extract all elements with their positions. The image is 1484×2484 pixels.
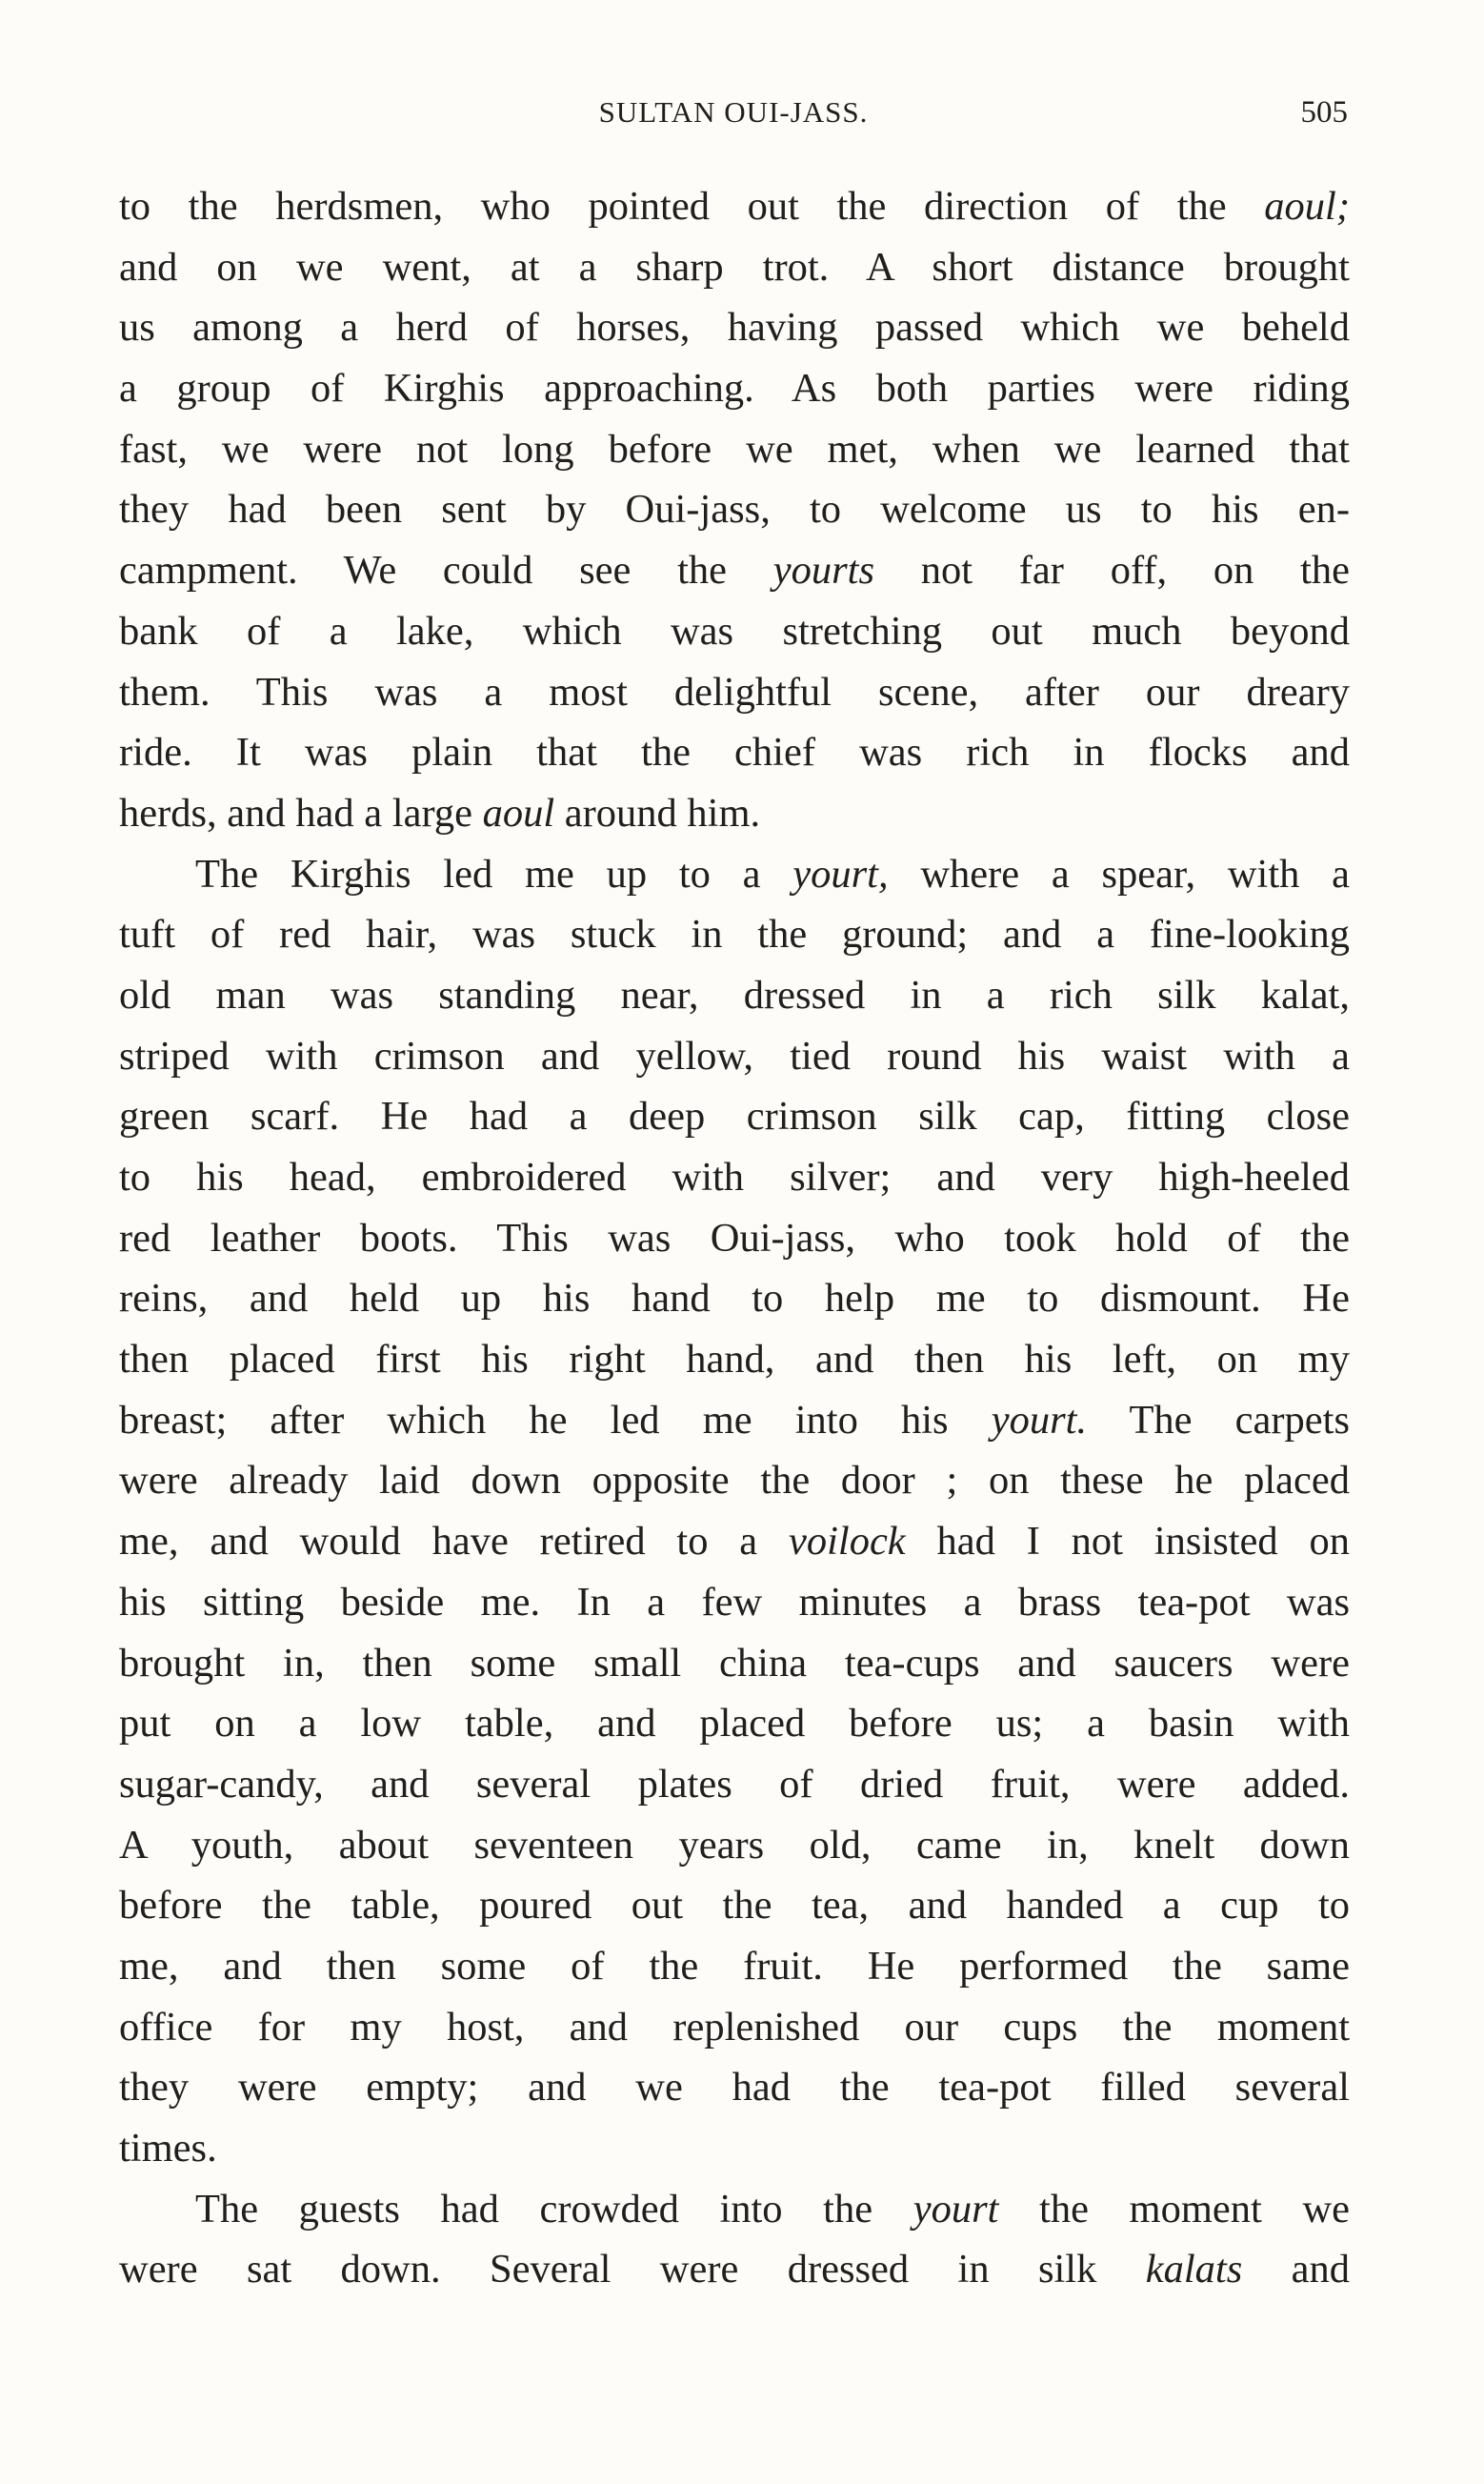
text-line: reins, and held up his hand to help me to dismount. He	[119, 1276, 1350, 1322]
text-line: The Kirghis led me up to a yourt, where a spear, with a	[195, 851, 1350, 897]
text-line: his sitting beside me. In a few minutes a brass tea-pot was	[119, 1579, 1350, 1625]
text-line: they were empty; and we had the tea-pot filled several	[119, 2065, 1350, 2110]
text-line: green scarf. He had a deep crimson silk cap, fitting close	[119, 1094, 1350, 1140]
text-line: campment. We could see the yourts not far off, on the	[119, 548, 1350, 594]
text-line: me, and would have retired to a voilock had I not insisted on	[119, 1519, 1350, 1565]
text-line: a group of Kirghis approaching. As both parties were riding	[119, 366, 1350, 412]
text-line: to the herdsmen, who pointed out the direction of the aoul;	[119, 184, 1350, 229]
text-line: tuft of red hair, was stuck in the ground; and a fine-looking	[119, 912, 1350, 958]
text-line: herds, and had a large aoul around him.	[119, 790, 761, 836]
text-line: times.	[119, 2126, 217, 2171]
text-line: to his head, embroidered with silver; and very high-heeled	[119, 1155, 1350, 1200]
text-line: old man was standing near, dressed in a rich silk kalat,	[119, 972, 1350, 1018]
text-line: bank of a lake, which was stretching out much beyond	[119, 608, 1350, 654]
text-line: me, and then some of the fruit. He performed the same	[119, 1943, 1350, 1989]
text-line: sugar-candy, and several plates of dried fruit, were added.	[119, 1761, 1350, 1807]
text-line: put on a low table, and placed before us; a basin with	[119, 1701, 1350, 1747]
text-line: before the table, poured out the tea, and handed a cup to	[119, 1883, 1350, 1929]
text-line: A youth, about seventeen years old, came in, knelt down	[119, 1822, 1350, 1868]
text-line: red leather boots. This was Oui-jass, who took hold of the	[119, 1215, 1350, 1261]
running-title: SULTAN OUI-JASS.	[598, 95, 869, 129]
text-line: ride. It was plain that the chief was rich in flocks and	[119, 730, 1350, 776]
text-line: then placed first his right hand, and then his left, on my	[119, 1337, 1350, 1383]
text-line: brought in, then some small china tea-cups and saucers were	[119, 1640, 1350, 1686]
running-head	[119, 95, 1348, 143]
text-line: striped with crimson and yellow, tied round his waist with a	[119, 1033, 1350, 1079]
text-line: they had been sent by Oui-jass, to welcome us to his en-	[119, 487, 1350, 533]
text-line: The guests had crowded into the yourt the moment we	[195, 2186, 1351, 2232]
text-line: breast; after which he led me into his yourt. The carpets	[119, 1397, 1350, 1443]
text-line: us among a herd of horses, having passed which we beheld	[119, 305, 1350, 351]
text-line: them. This was a most delightful scene, after our dreary	[119, 669, 1350, 715]
text-line: and on we went, at a sharp trot. A short distance brought	[119, 244, 1350, 290]
body-text	[119, 176, 1350, 2300]
text-line: were sat down. Several were dressed in silk kalats and	[119, 2247, 1350, 2292]
page-number: 505	[1300, 95, 1348, 130]
text-line: were already laid down opposite the door ; on these he placed	[119, 1458, 1350, 1504]
text-line: office for my host, and replenished our cups the moment	[119, 2004, 1350, 2050]
text-line: fast, we were not long before we met, when we learned that	[119, 426, 1350, 472]
